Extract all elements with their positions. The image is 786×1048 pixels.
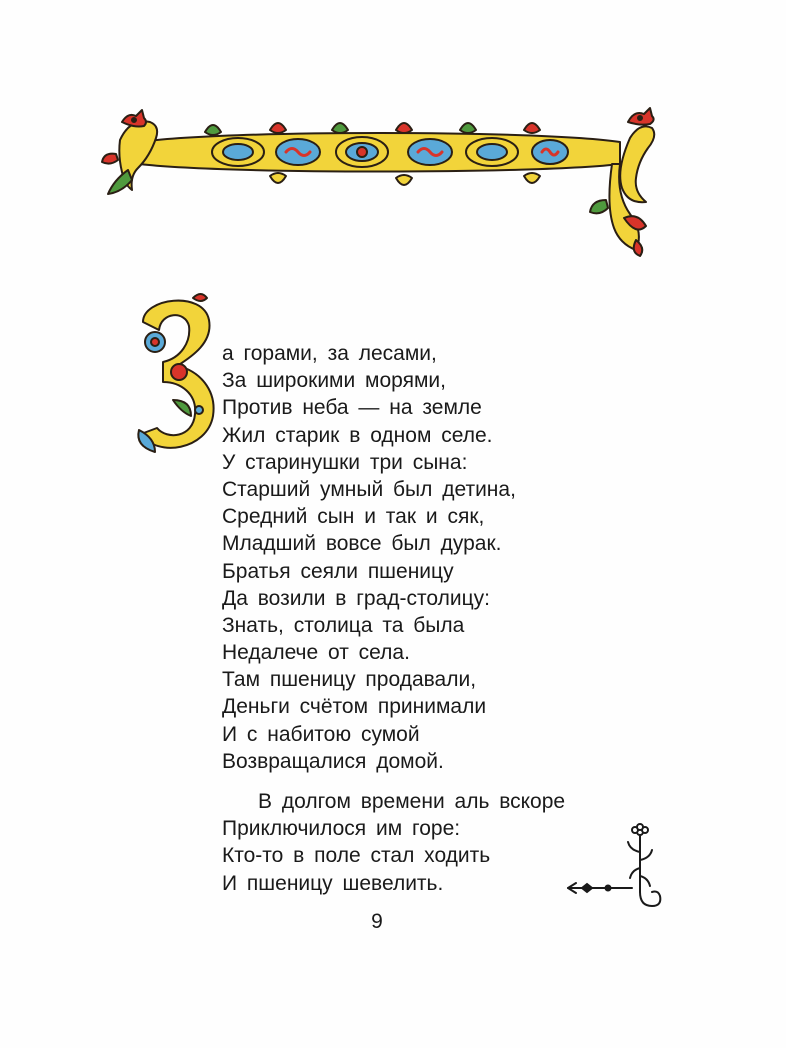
poem-line: Братья сеяли пшеницу bbox=[222, 559, 454, 583]
poem-line: Жил старик в одном селе. bbox=[222, 423, 493, 447]
poem-line: Средний сын и так и сяк, bbox=[222, 505, 485, 529]
poem-line: Старший умный был детина, bbox=[222, 477, 516, 501]
poem-line: У старинушки три сына: bbox=[222, 450, 468, 474]
poem-line: И с набитою сумой bbox=[222, 722, 420, 746]
poem-line: И пшеницу шевелить. bbox=[222, 871, 444, 895]
poem-line: В долгом времени аль вскоре bbox=[258, 790, 566, 813]
flower-arrow-tailpiece-icon bbox=[562, 822, 666, 914]
ornamental-headpiece-icon bbox=[100, 100, 660, 260]
poem-line: Деньги счётом принимали bbox=[222, 695, 487, 719]
poem-line: Знать, столица та была bbox=[222, 613, 465, 637]
poem-line: Недалече от села. bbox=[222, 641, 410, 665]
poem-line: Кто-то в поле стал ходить bbox=[222, 844, 491, 868]
poem-line: Там пшеницу продавали, bbox=[222, 668, 477, 692]
poem-stanza-2 bbox=[222, 788, 565, 897]
poem-line: а горами, за лесами, bbox=[222, 342, 437, 365]
poem-line: Младший вовсе был дурак. bbox=[222, 532, 502, 556]
page-number: 9 bbox=[371, 910, 383, 933]
poem-line: Против неба — на земле bbox=[222, 396, 482, 420]
poem-line: За широкими морями, bbox=[222, 369, 446, 393]
poem-stanza-1 bbox=[222, 340, 516, 775]
ornamental-initial-letter-icon bbox=[133, 290, 223, 460]
poem-line: Приключилося им горе: bbox=[222, 817, 461, 841]
poem-line: Да возили в град-столицу: bbox=[222, 586, 490, 610]
poem-line: Возвращалися домой. bbox=[222, 749, 444, 773]
